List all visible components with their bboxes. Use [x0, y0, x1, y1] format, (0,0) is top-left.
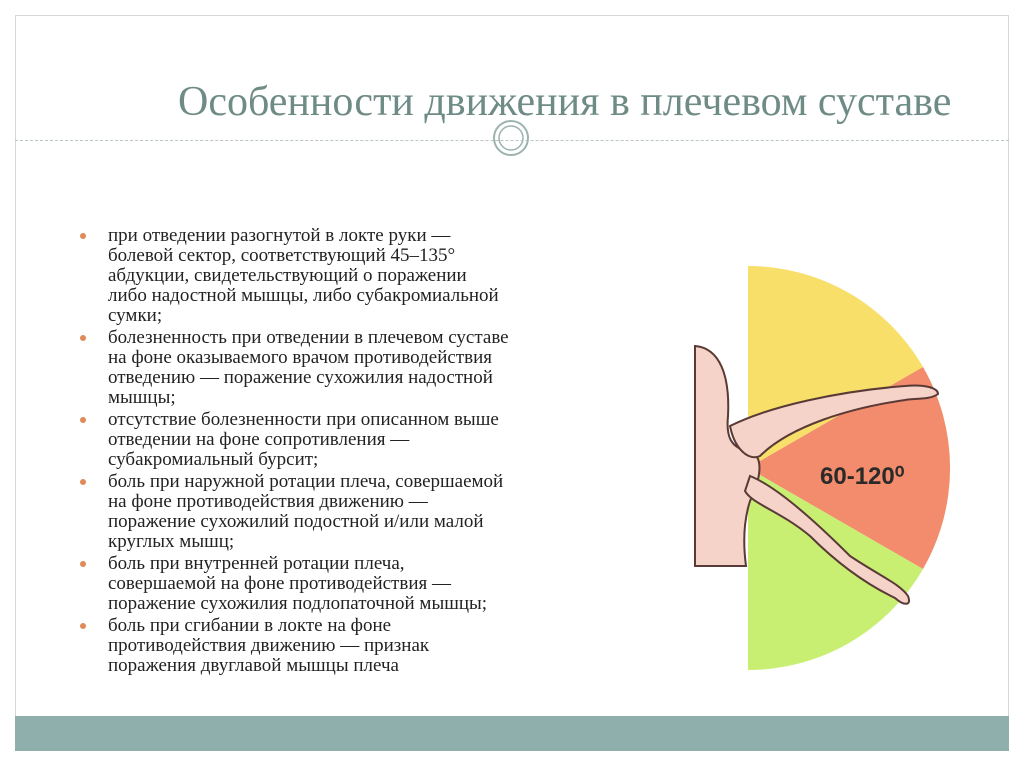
- bullet-dot-icon: [80, 233, 86, 239]
- list-item: [80, 226, 600, 326]
- list-item: [80, 472, 600, 552]
- list-item: [80, 328, 600, 408]
- list-item: [80, 616, 600, 676]
- bullet-list: [80, 226, 600, 686]
- footer-bar: [15, 716, 1009, 751]
- bullet-text: боль при внутренней ротации плеча, совершаемой на фоне противодействия — поражение сухожилия подлопаточной мышцы;: [108, 553, 488, 614]
- shoulder-diagram: [690, 266, 960, 670]
- bullet-dot-icon: [80, 561, 86, 567]
- list-item: [80, 554, 600, 614]
- circle-ornament-icon: [486, 118, 536, 160]
- slide-title: Особенности движения в плечевом суставе: [178, 79, 952, 125]
- bullet-text: при отведении разогнутой в локте руки — болевой сектор, соответствующий 45–135° абдукции, свидетельствующий о поражении либо надостной мышцы, либо субакромиальной сумки;: [108, 226, 499, 326]
- bullet-text: болезненность при отведении в плечевом суставе на фоне оказываемого врачом противодействия отведению — поражение сухожилия надостной мышцы;: [108, 327, 509, 408]
- shoulder-abduction-figure: [690, 266, 960, 670]
- bullet-text: боль при наружной ротации плеча, совершаемой на фоне противодействия движению — поражение сухожилий подостной и/или малой круглых мышц;: [108, 471, 504, 552]
- bullet-text: отсутствие болезненности при описанном выше отведении на фоне сопротивления — субакромиальный бурсит;: [108, 409, 499, 470]
- bullet-dot-icon: [80, 417, 86, 423]
- arc-angle-label: 60-120⁰: [820, 463, 905, 490]
- bullet-dot-icon: [80, 335, 86, 341]
- list-item: [80, 410, 600, 470]
- bullet-dot-icon: [80, 479, 86, 485]
- bullet-text: боль при сгибании в локте на фоне противодействия движению — признак поражения двуглавой мышцы плеча: [108, 615, 430, 676]
- bullet-dot-icon: [80, 623, 86, 629]
